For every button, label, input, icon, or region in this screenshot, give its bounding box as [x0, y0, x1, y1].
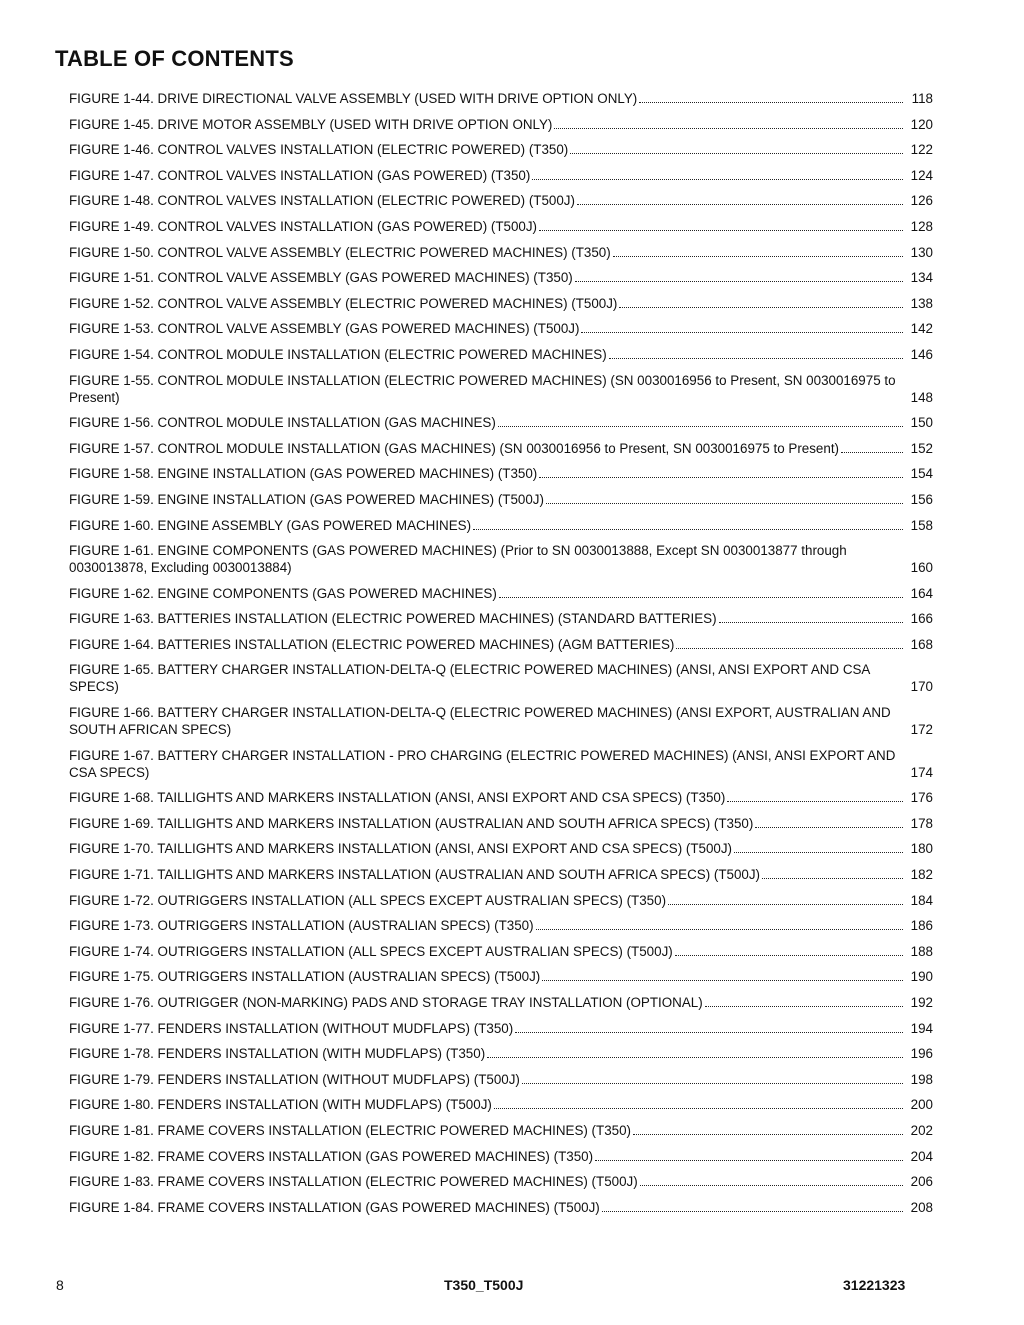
toc-entry[interactable]	[69, 218, 933, 235]
footer-model: T350_T500J	[444, 1277, 524, 1293]
toc-entry-page: 128	[910, 218, 933, 234]
toc-entry[interactable]	[69, 1122, 933, 1139]
toc-entry-title: FIGURE 1-44. DRIVE DIRECTIONAL VALVE ASSEMBLY (USED WITH DRIVE OPTION ONLY)	[69, 91, 638, 106]
toc-entry[interactable]	[69, 491, 933, 508]
toc-entry-title: FIGURE 1-67. BATTERY CHARGER INSTALLATION - PRO CHARGING (ELECTRIC POWERED MACHINES) (ANSI, ANSI EXPORT AND CSA SPECS)	[69, 747, 896, 780]
toc-entry[interactable]	[69, 866, 933, 883]
toc-entry-page: 188	[910, 943, 933, 959]
toc-entry[interactable]	[69, 192, 933, 209]
toc-entry-title: FIGURE 1-51. CONTROL VALVE ASSEMBLY (GAS POWERED MACHINES) (T350)	[69, 270, 573, 286]
toc-entry-title: FIGURE 1-58. ENGINE INSTALLATION (GAS POWERED MACHINES) (T350)	[69, 466, 538, 482]
toc-entry-page: 138	[910, 295, 933, 311]
toc-entry-title: FIGURE 1-59. ENGINE INSTALLATION (GAS POWERED MACHINES) (T500J)	[69, 491, 544, 507]
dot-leader	[633, 1133, 903, 1135]
toc-entry-title: FIGURE 1-76. OUTRIGGER (NON-MARKING) PADS AND STORAGE TRAY INSTALLATION (OPTIONAL)	[69, 995, 703, 1010]
toc-entry[interactable]	[69, 346, 933, 363]
toc-entry-title: FIGURE 1-45. DRIVE MOTOR ASSEMBLY (USED WITH DRIVE OPTION ONLY)	[69, 116, 553, 132]
dot-leader	[542, 979, 903, 981]
toc-entry-page: 184	[910, 892, 933, 908]
dot-leader	[536, 928, 903, 930]
dot-leader	[494, 1107, 903, 1109]
toc-entry-title: FIGURE 1-80. FENDERS INSTALLATION (WITH MUDFLAPS) (T500J)	[69, 1097, 492, 1113]
toc-entry-page: 158	[910, 517, 933, 533]
toc-entry[interactable]	[69, 269, 933, 286]
dot-leader	[734, 851, 903, 853]
toc-entry[interactable]	[69, 585, 933, 602]
toc-entry[interactable]	[69, 90, 933, 107]
dot-leader	[609, 357, 903, 359]
toc-entry-page: 156	[910, 491, 933, 507]
toc-entry-title: FIGURE 1-62. ENGINE COMPONENTS (GAS POWERED MACHINES)	[69, 585, 497, 601]
toc-entry-page: 122	[910, 142, 933, 158]
toc-entry-page: 164	[910, 585, 933, 601]
toc-entry-title: FIGURE 1-75. OUTRIGGERS INSTALLATION (AUSTRALIAN SPECS) (T500J)	[69, 969, 541, 985]
dot-leader	[575, 280, 903, 282]
toc-entry-page: 174	[910, 764, 933, 780]
toc-entry-page: 166	[910, 611, 933, 627]
toc-entry[interactable]	[69, 542, 933, 576]
toc-entry-page: 182	[910, 867, 933, 883]
toc-entry-title: FIGURE 1-50. CONTROL VALVE ASSEMBLY (ELECTRIC POWERED MACHINES) (T350)	[69, 244, 611, 260]
dot-leader	[473, 528, 903, 530]
toc-entry-title: FIGURE 1-61. ENGINE COMPONENTS (GAS POWERED MACHINES) (Prior to SN 0030013888, Except SN 0030013877 through 0030013878, Excluding 0030013884)	[69, 543, 847, 576]
toc-entry-title: FIGURE 1-54. CONTROL MODULE INSTALLATION (ELECTRIC POWERED MACHINES)	[69, 346, 607, 362]
dot-leader	[619, 306, 903, 308]
toc-entry[interactable]	[69, 917, 933, 934]
toc-entry-title: FIGURE 1-69. TAILLIGHTS AND MARKERS INSTALLATION (AUSTRALIAN AND SOUTH AFRICA SPECS) (T350)	[69, 815, 754, 831]
toc-entry-title: FIGURE 1-78. FENDERS INSTALLATION (WITH MUDFLAPS) (T350)	[69, 1046, 486, 1062]
toc-entry-page: 186	[910, 918, 933, 934]
toc-entry-page: 118	[911, 91, 933, 106]
toc-entry[interactable]	[69, 465, 933, 482]
toc-entry-page: 142	[910, 321, 933, 337]
toc-entry-title: FIGURE 1-71. TAILLIGHTS AND MARKERS INSTALLATION (AUSTRALIAN AND SOUTH AFRICA SPECS) (T500J)	[69, 867, 761, 883]
toc-entry[interactable]	[69, 295, 933, 312]
toc-entry-title: FIGURE 1-81. FRAME COVERS INSTALLATION (ELECTRIC POWERED MACHINES) (T350)	[69, 1122, 631, 1138]
dot-leader	[581, 331, 903, 333]
toc-entry[interactable]	[69, 968, 933, 985]
toc-entry[interactable]	[69, 610, 933, 627]
toc-entry[interactable]	[69, 789, 933, 806]
dot-leader	[498, 425, 903, 427]
toc-entry-page: 154	[910, 466, 933, 482]
footer-page-number: 8	[56, 1277, 64, 1293]
toc-entry-page: 200	[910, 1097, 933, 1113]
toc-entry-title: FIGURE 1-74. OUTRIGGERS INSTALLATION (ALL SPECS EXCEPT AUSTRALIAN SPECS) (T500J)	[69, 943, 673, 959]
dot-leader	[668, 903, 903, 905]
toc-entry[interactable]	[69, 840, 933, 857]
toc-entry-title: FIGURE 1-72. OUTRIGGERS INSTALLATION (ALL SPECS EXCEPT AUSTRALIAN SPECS) (T350)	[69, 892, 667, 908]
toc-entry[interactable]	[69, 440, 933, 457]
toc-entry-page: 192	[910, 995, 933, 1010]
toc-entry[interactable]	[69, 943, 933, 960]
toc-entry-page: 126	[910, 193, 933, 209]
dot-leader	[762, 877, 903, 879]
toc-entry-page: 168	[910, 636, 933, 652]
toc-list	[69, 90, 933, 1224]
toc-entry-title: FIGURE 1-68. TAILLIGHTS AND MARKERS INSTALLATION (ANSI, ANSI EXPORT AND CSA SPECS) (T350)	[69, 790, 726, 806]
toc-entry-title: FIGURE 1-57. CONTROL MODULE INSTALLATION (GAS MACHINES) (SN 0030016956 to Present, SN 0030016975 to Present)	[69, 440, 840, 456]
toc-entry-page: 150	[910, 415, 933, 431]
toc-entry-page: 206	[910, 1174, 933, 1190]
dot-leader	[639, 101, 903, 103]
toc-entry[interactable]	[69, 1020, 933, 1037]
dot-leader	[539, 229, 903, 231]
toc-entry-page: 152	[910, 440, 933, 456]
toc-entry-page: 180	[910, 841, 933, 857]
toc-entry-page: 204	[910, 1148, 933, 1164]
toc-entry-title: FIGURE 1-52. CONTROL VALVE ASSEMBLY (ELECTRIC POWERED MACHINES) (T500J)	[69, 295, 618, 311]
footer-doc-number: 31221323	[843, 1277, 906, 1293]
dot-leader	[705, 1005, 903, 1007]
toc-entry[interactable]	[69, 1148, 933, 1165]
toc-entry-page: 172	[910, 722, 933, 738]
toc-entry-page: 208	[910, 1199, 933, 1215]
toc-entry[interactable]	[69, 414, 933, 431]
toc-entry-page: 148	[910, 389, 933, 405]
toc-entry-title: FIGURE 1-64. BATTERIES INSTALLATION (ELECTRIC POWERED MACHINES) (AGM BATTERIES)	[69, 636, 675, 652]
toc-entry[interactable]	[69, 1173, 933, 1190]
toc-entry-page: 202	[910, 1122, 933, 1138]
toc-entry-title: FIGURE 1-55. CONTROL MODULE INSTALLATION (ELECTRIC POWERED MACHINES) (SN 0030016956 to Present, SN 0030016975 to Present)	[69, 372, 896, 405]
toc-entry[interactable]	[69, 372, 933, 406]
toc-entry-page: 178	[910, 815, 933, 831]
toc-entry[interactable]	[69, 167, 933, 184]
toc-entry-title: FIGURE 1-48. CONTROL VALVES INSTALLATION (ELECTRIC POWERED) (T500J)	[69, 193, 575, 209]
dot-leader	[595, 1159, 903, 1161]
toc-entry-title: FIGURE 1-47. CONTROL VALVES INSTALLATION (GAS POWERED) (T350)	[69, 167, 531, 183]
toc-entry-page: 194	[910, 1020, 933, 1036]
toc-entry-title: FIGURE 1-70. TAILLIGHTS AND MARKERS INSTALLATION (ANSI, ANSI EXPORT AND CSA SPECS) (T500J)	[69, 841, 733, 857]
toc-entry[interactable]	[69, 892, 933, 909]
toc-entry-page: 146	[910, 346, 933, 362]
toc-entry-page: 176	[910, 790, 933, 806]
dot-leader	[546, 502, 903, 504]
dot-leader	[676, 647, 903, 649]
toc-entry-page: 160	[910, 560, 933, 576]
toc-entry-title: FIGURE 1-73. OUTRIGGERS INSTALLATION (AUSTRALIAN SPECS) (T350)	[69, 918, 534, 934]
toc-entry-title: FIGURE 1-77. FENDERS INSTALLATION (WITHOUT MUDFLAPS) (T350)	[69, 1020, 514, 1036]
toc-entry[interactable]	[69, 704, 933, 738]
page-title: TABLE OF CONTENTS	[55, 46, 294, 71]
toc-entry[interactable]	[69, 141, 933, 158]
dot-leader	[487, 1056, 903, 1058]
dot-leader	[539, 476, 903, 478]
toc-entry-title: FIGURE 1-79. FENDERS INSTALLATION (WITHOUT MUDFLAPS) (T500J)	[69, 1071, 520, 1087]
toc-entry-page: 198	[910, 1071, 933, 1087]
toc-entry-title: FIGURE 1-82. FRAME COVERS INSTALLATION (GAS POWERED MACHINES) (T350)	[69, 1148, 594, 1164]
toc-entry[interactable]	[69, 661, 933, 695]
dot-leader	[640, 1184, 903, 1186]
dot-leader	[522, 1082, 903, 1084]
toc-entry-title: FIGURE 1-53. CONTROL VALVE ASSEMBLY (GAS POWERED MACHINES) (T500J)	[69, 321, 580, 337]
dot-leader	[841, 451, 903, 453]
toc-entry-page: 124	[910, 167, 933, 183]
dot-leader	[602, 1210, 903, 1212]
dot-leader	[613, 255, 903, 257]
toc-entry-title: FIGURE 1-46. CONTROL VALVES INSTALLATION (ELECTRIC POWERED) (T350)	[69, 142, 569, 158]
toc-entry[interactable]	[69, 1199, 933, 1216]
toc-entry[interactable]	[69, 747, 933, 781]
toc-entry[interactable]	[69, 1096, 933, 1113]
dot-leader	[532, 178, 903, 180]
toc-entry-page: 120	[910, 116, 933, 132]
toc-entry[interactable]	[69, 320, 933, 337]
dot-leader	[499, 596, 903, 598]
dot-leader	[554, 127, 903, 129]
toc-entry[interactable]	[69, 1071, 933, 1088]
toc-entry[interactable]	[69, 636, 933, 653]
dot-leader	[577, 203, 903, 205]
toc-entry-page: 130	[910, 244, 933, 260]
toc-entry-title: FIGURE 1-83. FRAME COVERS INSTALLATION (ELECTRIC POWERED MACHINES) (T500J)	[69, 1174, 638, 1190]
toc-entry[interactable]	[69, 116, 933, 133]
toc-entry[interactable]	[69, 244, 933, 261]
toc-entry-title: FIGURE 1-49. CONTROL VALVES INSTALLATION (GAS POWERED) (T500J)	[69, 218, 538, 234]
dot-leader	[755, 826, 903, 828]
toc-entry[interactable]	[69, 994, 933, 1011]
toc-entry[interactable]	[69, 517, 933, 534]
toc-entry-page: 134	[910, 270, 933, 286]
toc-entry-page: 190	[910, 969, 933, 985]
toc-entry-page: 196	[910, 1046, 933, 1062]
toc-entry-title: FIGURE 1-60. ENGINE ASSEMBLY (GAS POWERED MACHINES)	[69, 517, 472, 533]
toc-entry[interactable]	[69, 815, 933, 832]
dot-leader	[675, 954, 903, 956]
dot-leader	[719, 621, 903, 623]
toc-entry[interactable]	[69, 1045, 933, 1062]
toc-entry-page: 170	[910, 679, 933, 695]
toc-entry-title: FIGURE 1-84. FRAME COVERS INSTALLATION (GAS POWERED MACHINES) (T500J)	[69, 1199, 600, 1215]
dot-leader	[515, 1031, 903, 1033]
toc-entry-title: FIGURE 1-66. BATTERY CHARGER INSTALLATION-DELTA-Q (ELECTRIC POWERED MACHINES) (ANSI EXPORT, AUSTRALIAN AND SOUTH AFRICAN SPECS)	[69, 705, 891, 738]
dot-leader	[570, 152, 903, 154]
toc-entry-title: FIGURE 1-65. BATTERY CHARGER INSTALLATION-DELTA-Q (ELECTRIC POWERED MACHINES) (ANSI, ANSI EXPORT AND CSA SPECS)	[69, 662, 870, 695]
toc-entry-title: FIGURE 1-56. CONTROL MODULE INSTALLATION (GAS MACHINES)	[69, 415, 496, 431]
toc-entry-title: FIGURE 1-63. BATTERIES INSTALLATION (ELECTRIC POWERED MACHINES) (STANDARD BATTERIES)	[69, 611, 717, 627]
dot-leader	[727, 800, 903, 802]
